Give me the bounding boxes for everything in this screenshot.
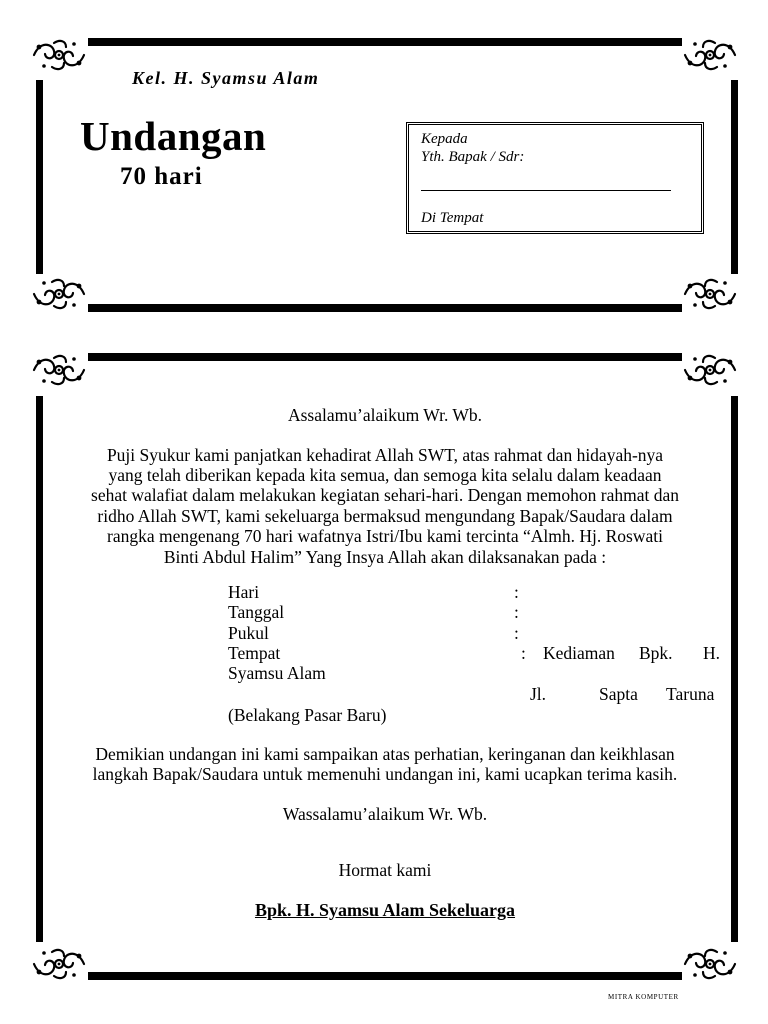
venue-word: H. <box>703 643 721 663</box>
corner-ornament-icon <box>30 37 88 73</box>
street-word: (Belakang Pasar Baru) <box>228 705 387 725</box>
detail-colon: : <box>514 623 519 643</box>
envelope-left-border <box>36 80 43 274</box>
corner-ornament-icon <box>681 946 739 982</box>
letter-right-border <box>731 396 738 942</box>
street-word: Taruna <box>666 684 715 704</box>
venue-word: Syamsu Alam <box>228 663 326 683</box>
address-to: Kepada <box>421 131 468 147</box>
envelope-right-border <box>731 80 738 274</box>
street-word: Jl. <box>530 684 547 704</box>
venue-word: Bpk. <box>639 643 673 663</box>
detail-colon: : <box>521 643 526 663</box>
corner-ornament-icon <box>30 946 88 982</box>
address-recipient: Yth. Bapak / Sdr: <box>421 149 525 165</box>
intro-line: sehat walafiat dalam melakukan kegiatan sehari-hari. Dengan memohon rahmat dan <box>91 485 679 505</box>
detail-label-hari: Hari <box>228 582 260 602</box>
envelope-top-border <box>88 38 682 46</box>
street-word: Sapta <box>599 684 638 704</box>
farewell: Wassalamu’alaikum Wr. Wb. <box>282 804 488 824</box>
detail-colon: : <box>514 582 519 602</box>
detail-label-tanggal: Tanggal <box>228 602 285 622</box>
venue-word: Kediaman <box>543 643 615 663</box>
letter-bottom-border <box>88 972 682 980</box>
intro-line: Binti Abdul Halim” Yang Insya Allah akan dilaksanakan pada : <box>163 547 607 567</box>
corner-ornament-icon <box>681 276 739 312</box>
intro-line: yang telah diberikan kepada kita semua, dan semoga kita selalu dalam keadaan <box>108 465 662 485</box>
address-box <box>406 122 704 234</box>
detail-colon: : <box>514 602 519 622</box>
closing-line: Demikian undangan ini kami sampaikan atas perhatian, keringanan dan keikhlasan <box>95 744 675 764</box>
detail-label-pukul: Pukul <box>228 623 269 643</box>
corner-ornament-icon <box>681 37 739 73</box>
intro-line: Puji Syukur kami panjatkan kehadirat Allah SWT, atas rahmat dan hidayah-nya <box>106 445 664 465</box>
closing-line: langkah Bapak/Saudara untuk memenuhi undangan ini, kami ucapkan terima kasih. <box>92 764 678 784</box>
intro-line: rangka mengenang 70 hari wafatnya Istri/Ibu kami tercinta “Almh. Hj. Roswati <box>107 526 663 546</box>
invitation-subtitle: 70 hari <box>120 163 203 190</box>
address-place: Di Tempat <box>421 210 484 226</box>
intro-line: ridho Allah SWT, kami sekeluarga bermaksud mengundang Bapak/Saudara dalam <box>97 506 673 526</box>
regards: Hormat kami <box>338 860 432 880</box>
family-name: Kel. H. Syamsu Alam <box>132 68 320 88</box>
invitation-title: Undangan <box>80 113 267 159</box>
footer-credit: MITRA KOMPUTER <box>608 993 679 1001</box>
envelope-bottom-border <box>88 304 682 312</box>
letter-top-border <box>88 353 682 361</box>
corner-ornament-icon <box>681 352 739 388</box>
address-line <box>421 190 671 191</box>
detail-label-tempat: Tempat <box>228 643 281 663</box>
signature-wrap <box>40 900 730 921</box>
corner-ornament-icon <box>30 352 88 388</box>
signature: Bpk. H. Syamsu Alam Sekeluarga <box>254 900 516 920</box>
corner-ornament-icon <box>30 276 88 312</box>
greeting: Assalamu’alaikum Wr. Wb. <box>287 405 483 425</box>
